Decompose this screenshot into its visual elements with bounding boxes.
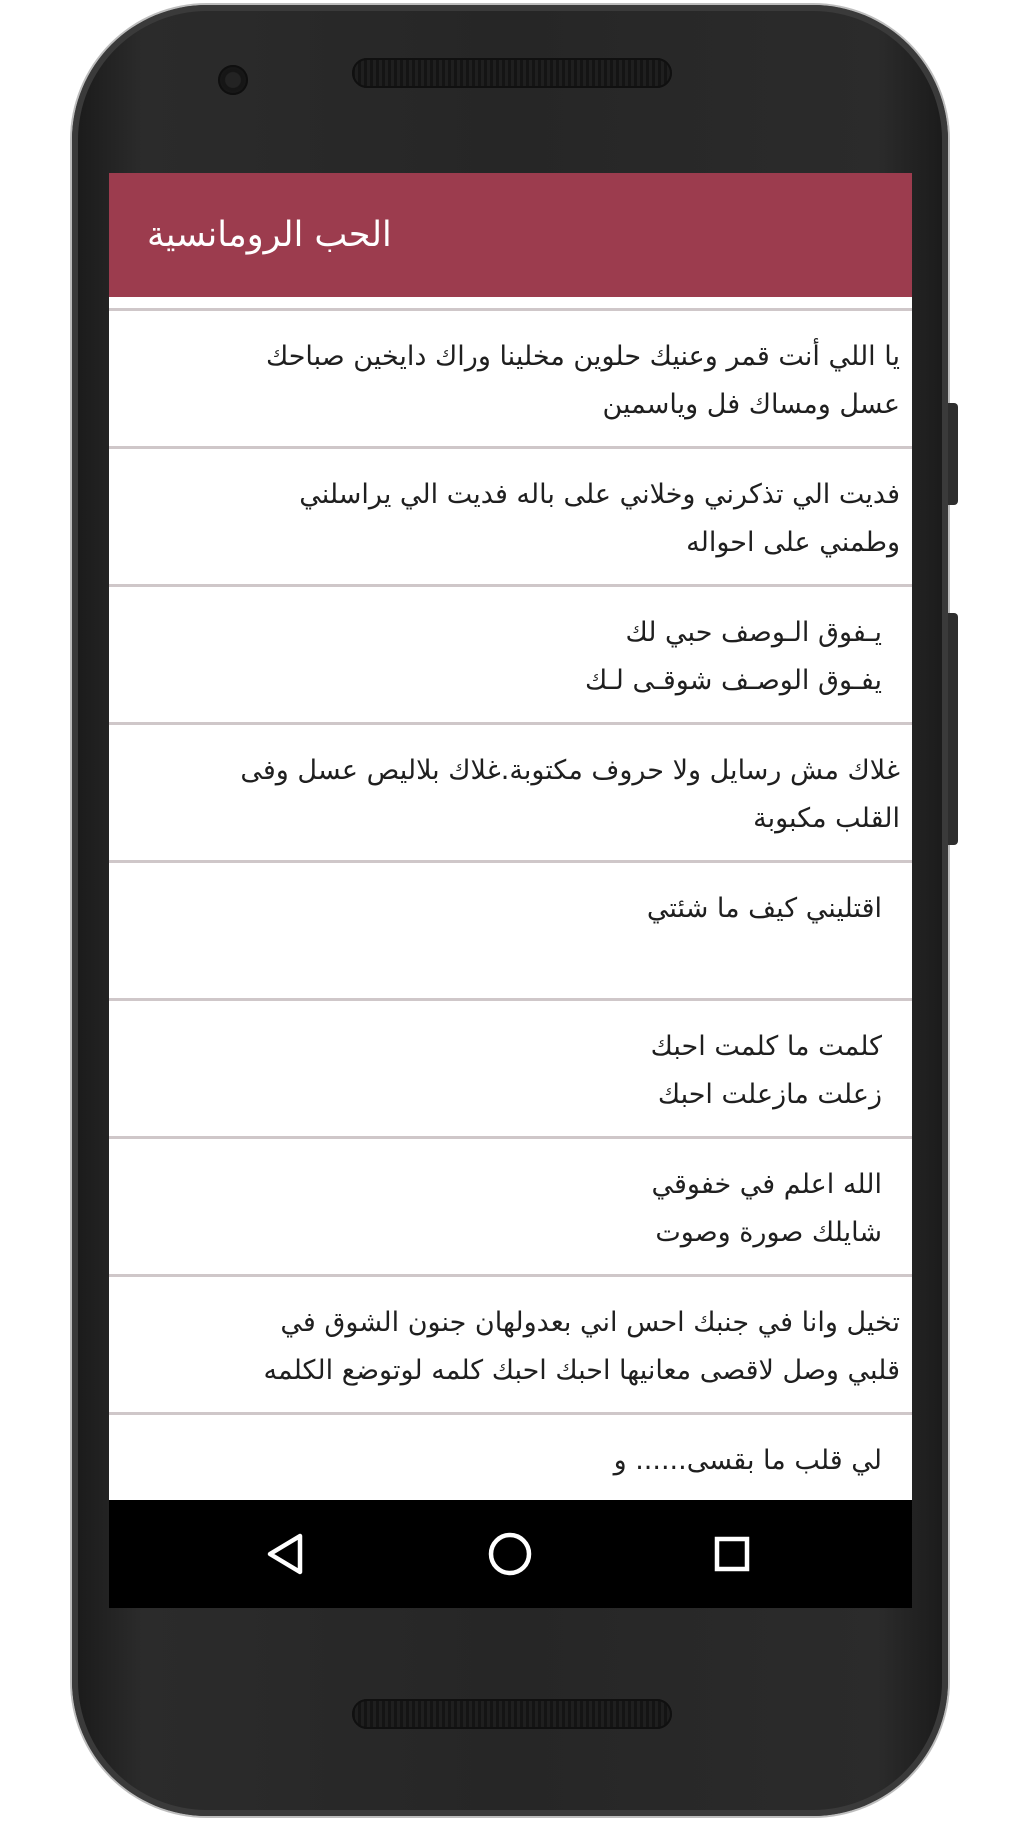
list-top-divider — [109, 297, 912, 311]
item-line: زعلت مازعلت احبك — [657, 1079, 882, 1110]
back-button[interactable] — [255, 1524, 315, 1584]
front-camera — [218, 65, 248, 95]
screen — [109, 173, 912, 1608]
item-line: قلبي وصل لاقصى معانيها احبك احبك كلمه لوتوضع الكلمه — [263, 1355, 900, 1386]
item-line: اقتليني كيف ما شئتي — [646, 893, 882, 924]
item-line: تخيل وانا في جنبك احس اني بعدولهان جنون الشوق في — [280, 1307, 900, 1338]
list-item[interactable] — [109, 1001, 912, 1139]
app-bar — [109, 173, 912, 297]
list-item[interactable] — [109, 1415, 912, 1500]
list-item[interactable] — [109, 863, 912, 1001]
home-circle-icon — [485, 1529, 535, 1579]
back-triangle-icon — [262, 1531, 308, 1577]
list-item[interactable] — [109, 1139, 912, 1277]
item-line: فديت الي تذكرني وخلاني على باله فديت الي يراسلني — [299, 479, 900, 510]
item-line: يـفوق الـوصف حبي لك — [625, 617, 882, 648]
item-line: القلب مكبوبة — [753, 803, 900, 834]
top-speaker — [352, 58, 672, 88]
item-line: عسل ومساك فل وياسمين — [602, 389, 900, 420]
recents-button[interactable] — [702, 1524, 762, 1584]
item-line: الله اعلم في خفوقي — [651, 1169, 882, 1200]
message-list[interactable] — [109, 297, 912, 1500]
power-button — [948, 613, 958, 845]
home-button[interactable] — [480, 1524, 540, 1584]
list-item[interactable] — [109, 587, 912, 725]
volume-button — [948, 403, 958, 505]
navigation-bar — [109, 1500, 912, 1608]
item-line: يا اللي أنت قمر وعنيك حلوين مخلينا وراك دايخين صباحك — [265, 341, 900, 372]
list-item[interactable] — [109, 1277, 912, 1415]
item-line: كلمت ما كلمت احبك — [650, 1031, 882, 1062]
item-line: غلاك مش رسايل ولا حروف مكتوبة.غلاك بلاليص عسل وفى — [240, 755, 900, 786]
app-title: الحب الرومانسية — [147, 215, 392, 255]
list-item[interactable] — [109, 311, 912, 449]
item-line: لي قلب ما بقسى...... و — [613, 1445, 882, 1476]
item-line: شايلك صورة وصوت — [655, 1217, 882, 1248]
list-item[interactable] — [109, 449, 912, 587]
recents-square-icon — [709, 1531, 755, 1577]
item-line: وطمني على احواله — [686, 527, 900, 558]
bottom-speaker — [352, 1699, 672, 1729]
list-item[interactable] — [109, 725, 912, 863]
item-line: يفـوق الوصـف شوقـى لـك — [585, 665, 882, 696]
phone-frame — [72, 5, 948, 1816]
